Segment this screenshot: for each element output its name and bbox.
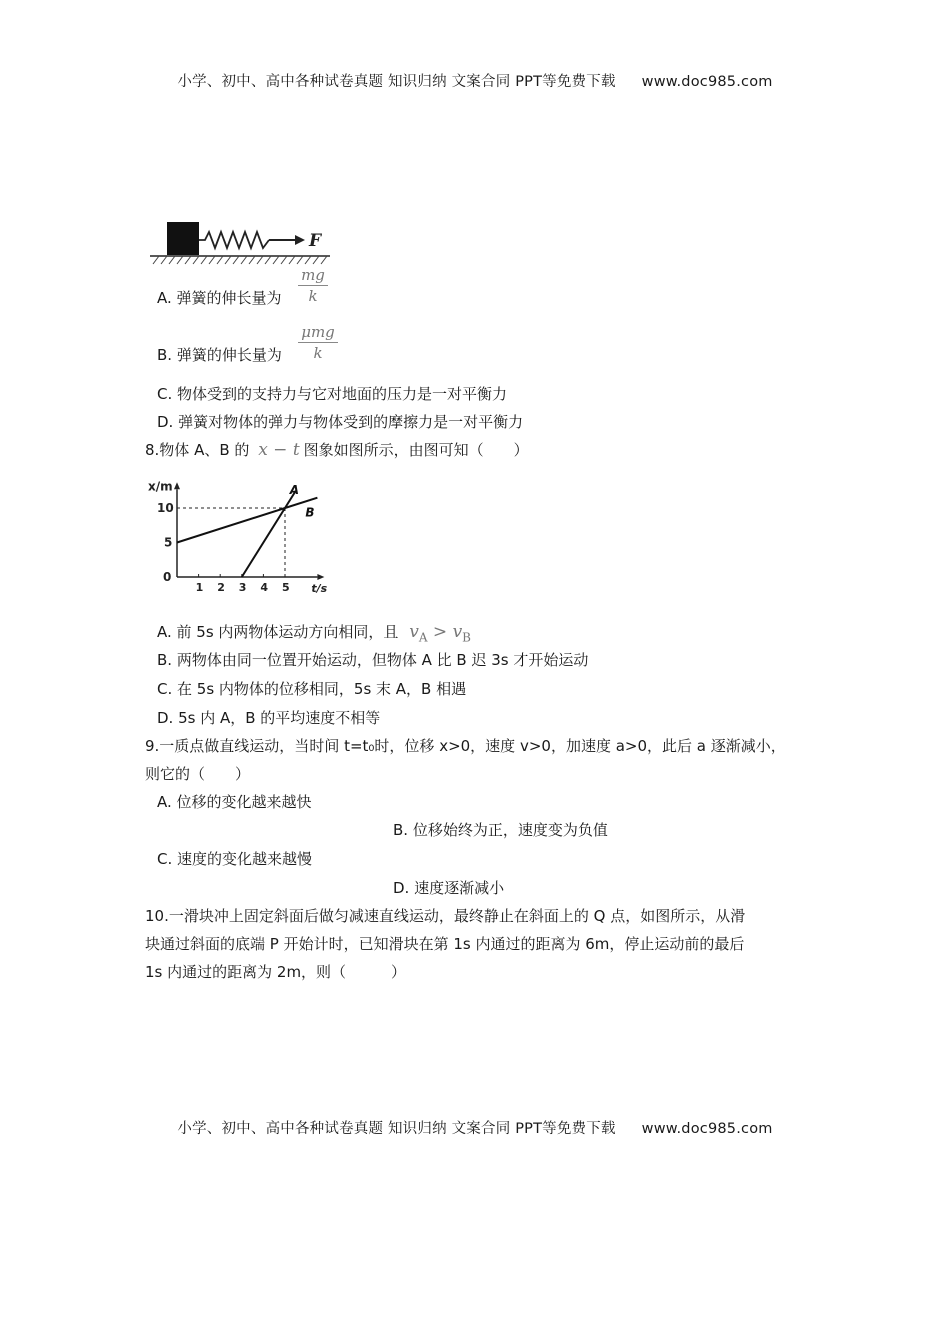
q9-option-c: C. 速度的变化越来越慢	[157, 850, 313, 868]
series-label-b: B	[305, 505, 315, 520]
q7-option-d: D. 弹簧对物体的弹力与物体受到的摩擦力是一对平衡力	[157, 413, 524, 431]
fraction-denominator: k	[308, 287, 318, 305]
q8-stem-post: 图象如图所示，由图可知（ ）	[303, 441, 529, 459]
x-tick-label: 1	[195, 581, 204, 594]
xt-graph	[145, 465, 328, 600]
footer-text: 小学、初中、高中各种试卷真题 知识归纳 文案合同 PPT等免费下载	[177, 1121, 616, 1137]
v-symbol: v	[452, 622, 463, 642]
series-line-a	[242, 491, 296, 577]
q8-option-a-text: A. 前 5s 内两物体运动方向相同，且	[157, 623, 399, 641]
force-arrowhead	[295, 235, 305, 245]
q7-option-b-fraction	[298, 323, 338, 362]
series-label-a: A	[289, 482, 300, 497]
q8-option-c: C. 在 5s 内物体的位移相同，5s 末 A，B 相遇	[157, 680, 467, 698]
x-tick-label: 5	[282, 581, 290, 594]
spring	[199, 232, 269, 248]
q9-stem-line1: 9.一质点做直线运动，当时间 t=t₀时，位移 x>0，速度 v>0，加速度 a>0，此后 a 逐渐减小，	[145, 737, 786, 755]
x-tick-label: 4	[260, 581, 269, 594]
q8-stem-pre: 8.物体 A、B 的	[145, 441, 250, 459]
fraction-numerator: μmg	[301, 323, 335, 341]
fraction-numerator: mg	[301, 266, 325, 284]
fraction-bar	[298, 285, 328, 286]
page-header	[0, 70, 950, 91]
q10-stem-line3: 1s 内通过的距离为 2m，则（ ）	[145, 963, 407, 981]
q8-option-a-math	[409, 622, 471, 645]
q8-option-d: D. 5s 内 A，B 的平均速度不相等	[157, 709, 381, 727]
y-tick-label: 10	[157, 501, 174, 515]
q7-option-a-fraction	[298, 266, 328, 305]
page-footer	[0, 1117, 950, 1138]
x-axis-label: t/s	[311, 582, 328, 595]
spring-block-figure	[145, 218, 335, 268]
y-axis-arrow	[174, 482, 180, 489]
q10-stem-line2: 块通过斜面的底端 P 开始计时，已知滑块在第 1s 内通过的距离为 6m，停止运动前的最后	[145, 935, 745, 953]
q8-stem-math: x − t	[258, 440, 300, 460]
q7-option-b: B. 弹簧的伸长量为	[157, 346, 282, 364]
force-label: F	[309, 231, 322, 251]
header-text: 小学、初中、高中各种试卷真题 知识归纳 文案合同 PPT等免费下载	[177, 74, 616, 90]
q9-option-a: A. 位移的变化越来越快	[157, 793, 312, 811]
greater-than: >	[432, 622, 448, 642]
origin-label: 0	[163, 570, 172, 584]
y-axis-label: x/m	[148, 479, 173, 494]
ground-hatch	[153, 256, 327, 264]
q9-option-b: B. 位移始终为正，速度变为负值	[393, 821, 608, 839]
q8-option-b: B. 两物体由同一位置开始运动，但物体 A 比 B 迟 3s 才开始运动	[157, 651, 589, 669]
header-site-link[interactable]: www.doc985.com	[641, 74, 773, 90]
q8-option-a	[157, 622, 471, 647]
y-tick-label: 5	[164, 535, 173, 550]
q7-option-c: C. 物体受到的支持力与它对地面的压力是一对平衡力	[157, 385, 508, 403]
q8-stem	[145, 440, 529, 460]
x-axis-arrow	[317, 574, 324, 580]
v-symbol: v	[409, 622, 419, 642]
subscript-b: B	[462, 630, 471, 645]
subscript-a: A	[418, 630, 428, 645]
q9-stem-line2: 则它的（ ）	[145, 765, 251, 783]
fraction-denominator: k	[313, 344, 323, 362]
q7-option-a: A. 弹簧的伸长量为	[157, 289, 282, 307]
block	[167, 222, 199, 255]
x-tick-label: 3	[238, 581, 247, 594]
fraction-bar	[298, 342, 338, 343]
q9-option-d: D. 速度逐渐减小	[393, 879, 505, 897]
series-line-b	[177, 498, 317, 543]
footer-site-link[interactable]: www.doc985.com	[641, 1121, 773, 1137]
x-tick-label: 2	[217, 581, 225, 594]
q10-stem-line1: 10.一滑块冲上固定斜面后做匀减速直线运动，最终静止在斜面上的 Q 点，如图所示，从滑	[145, 907, 746, 925]
